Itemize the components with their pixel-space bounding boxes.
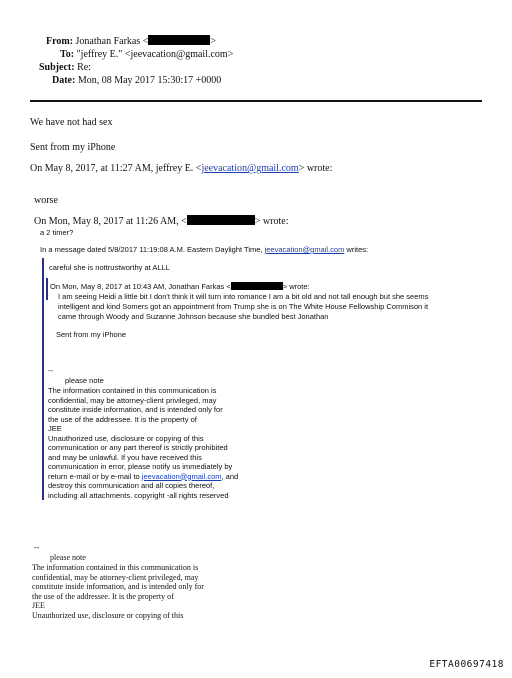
disclaimer-outer-body <box>32 563 204 620</box>
disclaimer-please-note: please note <box>65 376 104 385</box>
quote2-prefix: On Mon, May 8, 2017 at 11:26 AM, < <box>34 216 187 227</box>
heidi-line-1: I am seeing Heidi a little bit I don't think it will turn into romance I am a bit old and not tall enough but she seems <box>58 292 429 301</box>
disclaimer-line: The information contained in this communication is <box>48 386 217 395</box>
quote3-prefix: On Mon, May 8, 2017 at 10:43 AM, Jonathan Farkas < <box>50 282 231 291</box>
date-label: Date: <box>52 75 76 86</box>
email-link[interactable]: jeevacation@gmail.com <box>141 471 222 481</box>
redaction-box <box>148 35 210 45</box>
outer-disclaimer-dashes: -- <box>34 543 40 552</box>
disclaimer-line: and may be unlawful. If you have received this <box>48 452 202 462</box>
disclaimer-line: including all attachments. copyright -all rights reserved <box>48 490 229 500</box>
reply-worse: worse <box>34 195 58 206</box>
return-suffix: , and <box>221 471 239 481</box>
date-value: Mon, 08 May 2017 15:30:17 +0000 <box>77 75 222 86</box>
disclaimer-line: constitute inside information, and is intended only for <box>32 582 204 591</box>
header-subject <box>39 61 91 74</box>
disclaimer-line: JEE <box>32 601 45 610</box>
from-label: From: <box>46 36 74 47</box>
body-line-1: We have not had sex <box>30 117 113 128</box>
heidi-line-2: intelligent and kind Somers got an appointment from Trump she is on The White House Fellowship Commison it <box>58 302 429 311</box>
disclaimer-line: confidential, may be attorney-client privileged, may <box>32 572 199 582</box>
outer-disclaimer-please-note: please note <box>50 553 86 562</box>
subject-label: Subject: <box>39 62 75 73</box>
quote1-prefix: On May 8, 2017, at 11:27 AM, jeffrey E. < <box>30 163 202 174</box>
quote-header-3 <box>50 282 310 292</box>
disclaimer-line: the use of the addressee. It is the property of <box>32 591 174 601</box>
disclaimer-line: the use of the addressee. It is the property of <box>48 414 197 424</box>
quote3-suffix: > wrote: <box>282 282 310 291</box>
careful-line: careful she is nottrustworthy at ALLL <box>49 263 170 272</box>
quote1-suffix: > wrote: <box>298 163 333 174</box>
heidi-line-3: came through Woody and Suzanne Johnson because she bundled best Jonathan <box>58 312 329 321</box>
header-from <box>46 35 216 48</box>
quote-header-1 <box>30 162 332 175</box>
header-divider <box>30 100 482 102</box>
document-id: EFTA00697418 <box>429 659 504 670</box>
return-prefix: return e-mail or by e-mail to <box>48 471 142 481</box>
disclaimer-line: The information contained in this communication is <box>32 563 199 572</box>
aol-suffix: writes: <box>344 245 369 254</box>
body-line-2: Sent from my iPhone <box>30 142 116 153</box>
from-tail: > <box>210 36 217 47</box>
aol-prefix: In a message dated 5/8/2017 11:19:08 A.M. Eastern Daylight Time, <box>40 245 265 254</box>
disclaimer-line: communication in error, please notify us immediately by <box>48 462 233 471</box>
from-value: Jonathan Farkas < <box>75 36 149 47</box>
disclaimer-line: constitute inside information, and is intended only for <box>48 405 223 414</box>
disclaimer-line: confidential, may be attorney-client privileged, may <box>48 395 217 405</box>
quote-bar-inner <box>46 278 48 300</box>
redaction-box <box>231 282 283 290</box>
email-link[interactable]: jeevacation@gmail.com <box>201 163 299 174</box>
disclaimer-return-line <box>48 472 238 482</box>
to-label: To: <box>60 49 75 60</box>
header-to <box>60 48 233 61</box>
disclaimer-line: JEE <box>48 424 62 433</box>
disclaimer-line: communication or any part thereof is strictly prohibited <box>48 443 228 452</box>
quote-bar-outer <box>42 258 44 500</box>
disclaimer-dashes: -- <box>48 366 53 375</box>
email-link[interactable]: jeevacation@gmail.com <box>264 245 345 254</box>
to-value: "jeffrey E." <jeevacation@gmail.com> <box>76 49 234 60</box>
redaction-box <box>187 215 255 225</box>
disclaimer-line: Unauthorized use, disclosure or copying of this <box>32 610 184 620</box>
quote2-suffix: > wrote: <box>254 216 289 227</box>
disclaimer-line: destroy this communication and all copies thereof, <box>48 481 215 490</box>
disclaimer-inner-body <box>48 386 238 500</box>
header-date <box>52 74 221 87</box>
aol-quote-header <box>40 245 368 255</box>
sent-from-iphone-small: Sent from my iPhone <box>56 330 127 339</box>
two-timer-line: a 2 timer? <box>40 228 74 237</box>
quote-header-2 <box>34 215 288 228</box>
subject-value: Re: <box>77 62 91 73</box>
disclaimer-line: Unauthorized use, disclosure or copying of this <box>48 433 204 443</box>
